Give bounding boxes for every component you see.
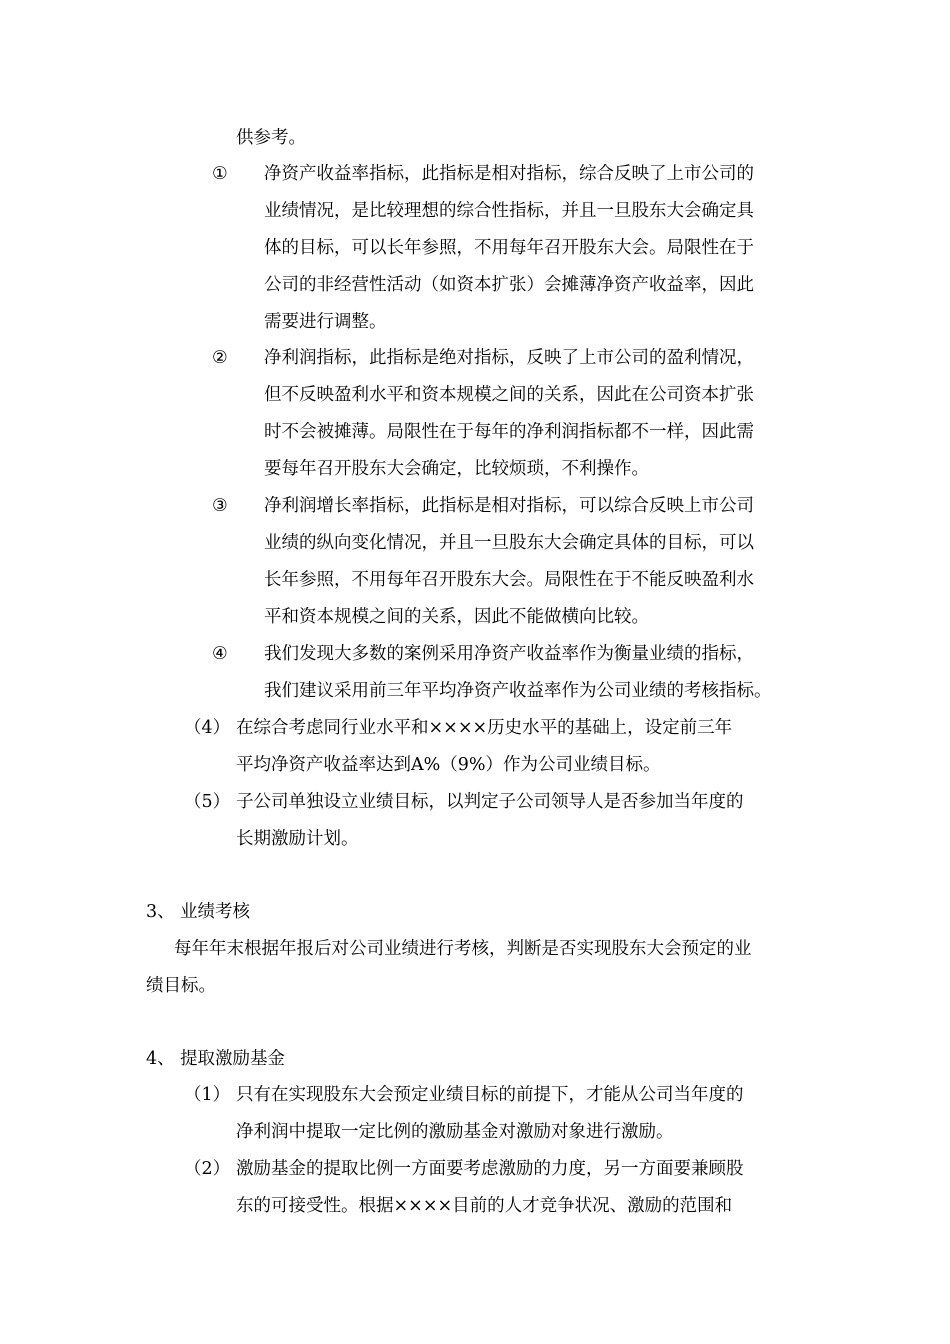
point-marker: （2） <box>184 1159 231 1179</box>
paragraph-line: 平均净资产收益率达到A%（9%）作为公司业绩目标。 <box>236 755 661 775</box>
paragraph-line: 绩目标。 <box>146 976 216 996</box>
paragraph-line: 长期激励计划。 <box>236 829 359 849</box>
paragraph-line: 子公司单独设立业绩目标，以判定子公司领导人是否参加当年度的 <box>236 792 744 812</box>
paragraph-line: 平和资本规模之间的关系，因此不能做横向比较。 <box>264 607 649 627</box>
paragraph-line: 要每年召开股东大会确定，比较烦琐，不利操作。 <box>264 459 649 479</box>
section-number: 4、 <box>146 1049 175 1069</box>
paragraph-line: 净利润指标，此指标是绝对指标，反映了上市公司的盈利情况， <box>264 348 754 368</box>
paragraph-line: 时不会被摊薄。局限性在于每年的净利润指标都不一样，因此需 <box>264 422 754 442</box>
point-marker: （1） <box>184 1085 231 1105</box>
indicator-marker: ④ <box>212 644 228 664</box>
paragraph-line: 我们发现大多数的案例采用净资产收益率作为衡量业绩的指标， <box>264 644 754 664</box>
section-title: 提取激励基金 <box>180 1049 285 1069</box>
paragraph-line: 公司的非经营性活动（如资本扩张）会摊薄净资产收益率，因此 <box>264 275 754 295</box>
paragraph-line: 在综合考虑同行业水平和××××历史水平的基础上，设定前三年 <box>236 718 733 738</box>
paragraph-line: 东的可接受性。根据××××目前的人才竞争状况、激励的范围和 <box>236 1196 733 1216</box>
paragraph-line: 净利润增长率指标，此指标是相对指标，可以综合反映上市公司 <box>264 496 754 516</box>
paragraph-line: 净资产收益率指标，此指标是相对指标，综合反映了上市公司的 <box>264 164 754 184</box>
paragraph-line: 但不反映盈利水平和资本规模之间的关系，因此在公司资本扩张 <box>264 385 754 405</box>
paragraph-line: 需要进行调整。 <box>264 312 387 332</box>
paragraph-line: 每年年末根据年报后对公司业绩进行考核，判断是否实现股东大会预定的业 <box>174 939 752 959</box>
paragraph-line: 激励基金的提取比例一方面要考虑激励的力度，另一方面要兼顾股 <box>236 1159 744 1179</box>
paragraph-line: 只有在实现股东大会预定业绩目标的前提下，才能从公司当年度的 <box>236 1085 744 1105</box>
point-marker: （5） <box>184 792 231 812</box>
paragraph-line: 净利润中提取一定比例的激励基金对激励对象进行激励。 <box>236 1122 674 1142</box>
indicator-marker: ① <box>212 164 228 184</box>
paragraph-line: 业绩情况，是比较理想的综合性指标，并且一旦股东大会确定具 <box>264 201 754 221</box>
paragraph-line: 业绩的纵向变化情况，并且一旦股东大会确定具体的目标，可以 <box>264 533 754 553</box>
paragraph-line: 体的目标，可以长年参照，不用每年召开股东大会。局限性在于 <box>264 238 754 258</box>
intro-tail: 供参考。 <box>236 128 306 148</box>
paragraph-line: 我们建议采用前三年平均净资产收益率作为公司业绩的考核指标。 <box>264 681 772 701</box>
section-title: 业绩考核 <box>180 902 250 922</box>
indicator-marker: ② <box>212 348 228 368</box>
point-marker: （4） <box>184 718 231 738</box>
paragraph-line: 长年参照，不用每年召开股东大会。局限性在于不能反映盈利水 <box>264 570 754 590</box>
section-number: 3、 <box>146 902 175 922</box>
indicator-marker: ③ <box>212 496 228 516</box>
